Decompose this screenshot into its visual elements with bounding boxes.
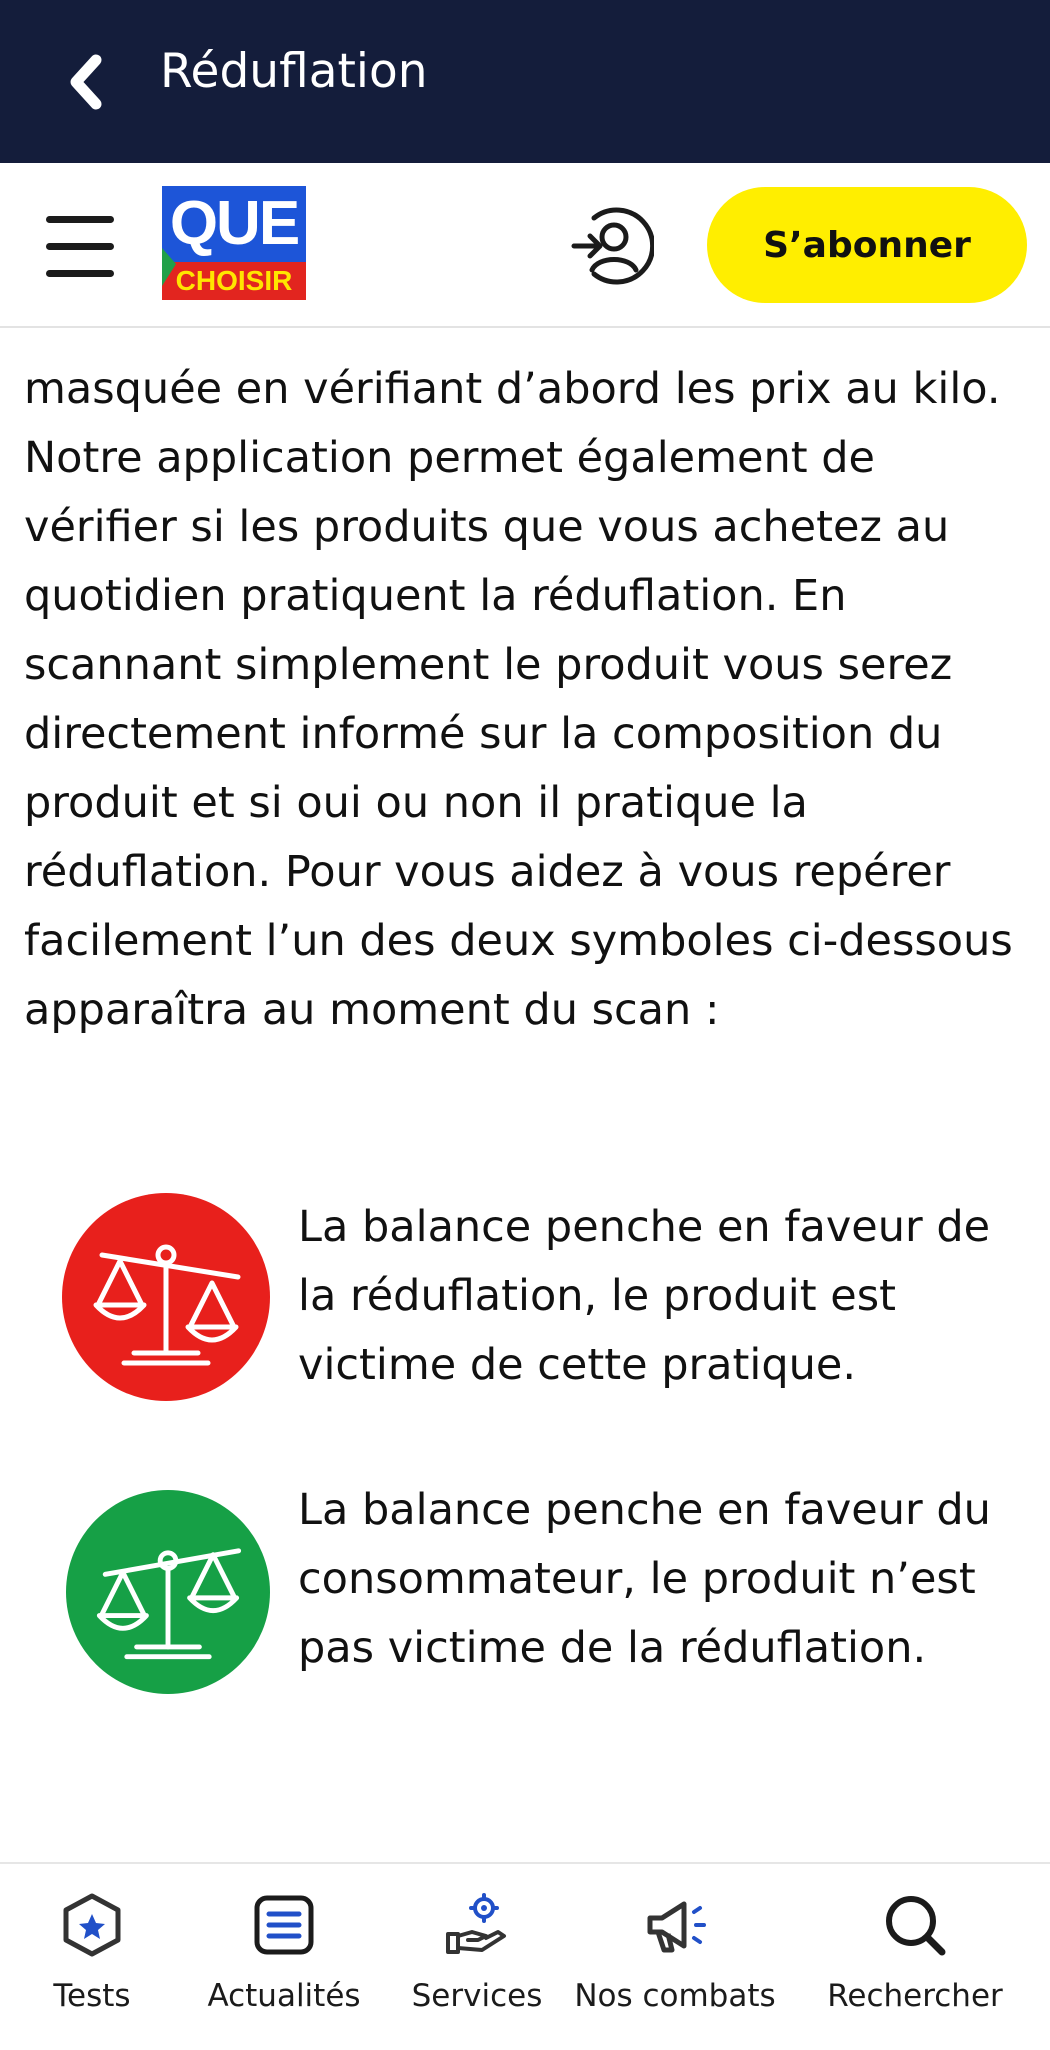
- article-body: [24, 355, 1034, 1045]
- site-header: [0, 163, 1050, 328]
- logo-bottom-band: [162, 262, 306, 300]
- hamburger-line: [46, 243, 114, 250]
- nav-label: Tests: [53, 1978, 131, 2014]
- nav-label: Services: [411, 1978, 543, 2014]
- user-login-icon: [570, 204, 654, 288]
- logo-line2: CHOISIR: [175, 265, 293, 296]
- logo-top-band: [162, 186, 306, 262]
- article-paragraph: masquée en vérifiant d’abord les prix au kilo.: [24, 364, 1001, 414]
- hamburger-line: [46, 270, 114, 277]
- nav-item-nos-combats[interactable]: [570, 1864, 780, 2050]
- search-icon: [880, 1890, 950, 1960]
- subscribe-button[interactable]: S’abonner: [707, 187, 1027, 303]
- services-hand-gear-icon: [442, 1890, 512, 1960]
- hamburger-menu-icon: [46, 216, 114, 223]
- nav-item-rechercher[interactable]: [780, 1864, 1050, 2050]
- scale-glyph: [62, 1193, 270, 1401]
- account-button[interactable]: [570, 204, 654, 288]
- megaphone-icon: [640, 1890, 710, 1960]
- menu-button[interactable]: [46, 216, 116, 276]
- nav-item-actualites[interactable]: [184, 1864, 384, 2050]
- scale-icon: [66, 1490, 270, 1694]
- chevron-left-icon: [66, 54, 106, 110]
- app-bar: [0, 0, 1050, 163]
- symbol-description: La balance penche en faveur du consommateur, le produit n’est pas victime de la réduflation.: [298, 1485, 991, 1673]
- article-paragraph: Notre application permet également de vérifier si les produits que vous achetez au quotidien pratiquent la réduflation. En scannant simplement le produit vous serez directement informé sur la composition du produit et si oui ou non il pratique la réduflation. Pour vous aidez à vous repérer facilement l’un des deux symboles ci-dessous apparaîtra au moment du scan :: [24, 433, 1013, 1035]
- nav-label: Actualités: [207, 1978, 361, 2014]
- nav-label: Rechercher: [827, 1978, 1003, 2014]
- scale-glyph: [66, 1490, 270, 1694]
- scale-icon: [62, 1193, 270, 1401]
- back-button[interactable]: [56, 52, 116, 112]
- que-choisir-logo[interactable]: [162, 186, 306, 300]
- nav-label: Nos combats: [574, 1978, 776, 2014]
- nav-item-services[interactable]: [384, 1864, 570, 2050]
- news-list-icon: [249, 1890, 319, 1960]
- page-title: Réduflation: [160, 44, 428, 99]
- nav-item-tests[interactable]: [0, 1864, 184, 2050]
- tests-badge-icon: [57, 1890, 127, 1960]
- logo-green-accent: [162, 248, 176, 286]
- symbol-description: La balance penche en faveur de la réduflation, le produit est victime de cette pratique.: [298, 1202, 991, 1390]
- logo-line1: QUE: [169, 189, 299, 258]
- bottom-navigation: [0, 1862, 1050, 2050]
